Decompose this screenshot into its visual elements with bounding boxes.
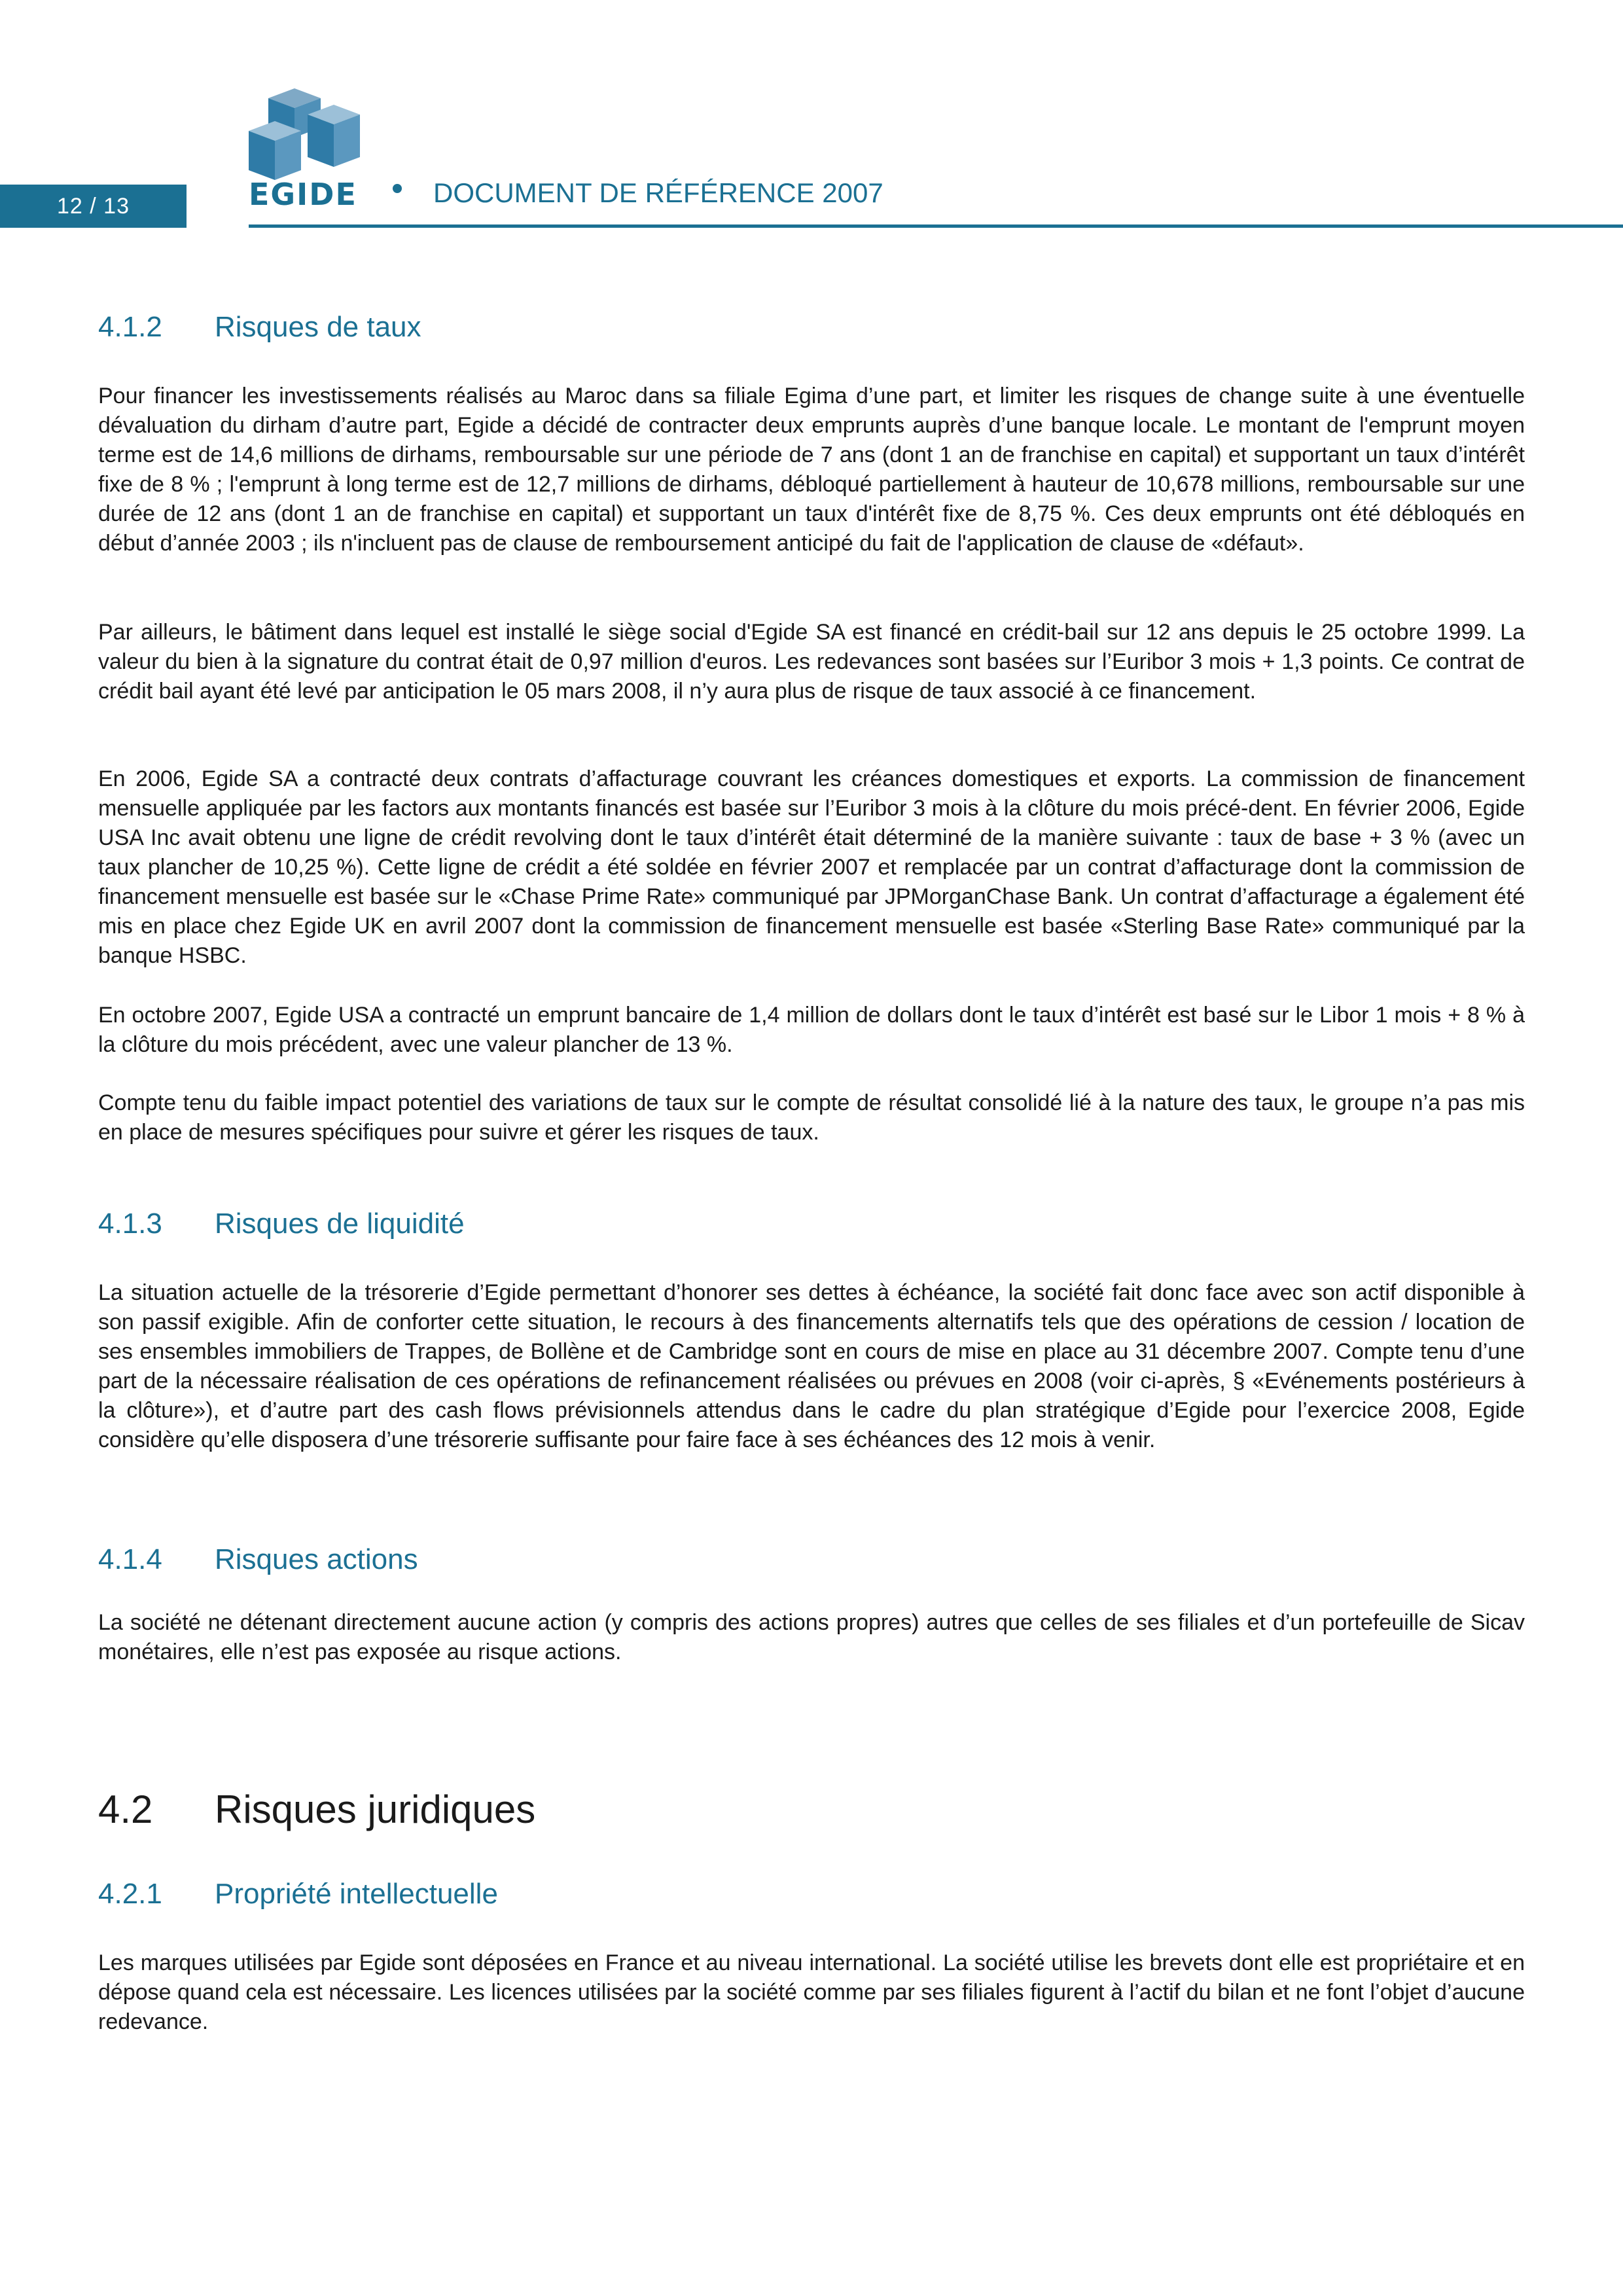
section-number: 4.2.1 (98, 1878, 162, 1910)
logo-wordmark: EGIDE (249, 177, 357, 212)
paragraph: La société ne détenant directement aucune action (y compris des actions propres) autres que celles de ses filiales et d’un portefeuille de Sicav monétaires, elle n’est pas exposée au risque actions. (98, 1610, 1525, 1664)
section-title: Propriété intellectuelle (215, 1878, 498, 1910)
paragraph: En octobre 2007, Egide USA a contracté un emprunt bancaire de 1,4 million de dollars dont le taux d’intérêt est basé sur le Libor 1 mois + 8 % à la clôture du mois précédent, avec une valeur plancher de 13 %. (98, 1003, 1525, 1057)
paragraph: Pour financer les investissements réalisés au Maroc dans sa filiale Egima d’une part, et limiter les risques de change suite à une éventuelle dévaluation du dirham d’autre part, Egide a décidé de contracter deux emprunts auprès d’une banque locale. Le montant de l'emprunt moyen terme est de 14,6 millions de dirhams, remboursable sur une période de 7 ans (dont 1 an de franchise en capital) et supportant un taux d’intérêt fixe de 8 % ; l'emprunt à long terme est de 12,7 millions de dirhams, débloqué partiellement à hauteur de 10,678 millions, remboursable sur une durée de 12 ans (dont 1 an de franchise en capital) et supportant un taux d'intérêt fixe de 8,75 %. Ces deux emprunts ont été débloqués en début d’année 2003 ; ils n'incluent pas de clause de remboursement anticipé du fait de l'application de clause de «défaut». (98, 384, 1525, 556)
page-indicator: 12 / 13 (0, 185, 187, 228)
header-bullet-icon (393, 184, 402, 193)
section-heading-4-2-1 (98, 1878, 498, 1910)
section-heading-4-1-3 (98, 1208, 465, 1240)
section-number: 4.2 (98, 1787, 153, 1831)
section-heading-4-1-2 (98, 311, 421, 344)
header-divider (249, 224, 1623, 228)
section-title: Risques de taux (215, 311, 421, 343)
paragraph: En 2006, Egide SA a contracté deux contrats d’affacturage couvrant les créances domestiques et exports. La commission de financement mensuelle appliquée par les factors aux montants financés est basée sur l’Euribor 3 mois à la clôture du mois précé-dent. En février 2006, Egide USA Inc avait obtenu une ligne de crédit revolving dont le taux d’intérêt était déterminé de la manière suivante : taux de base + 3 % (avec un taux plancher de 10,25 %). Cette ligne de crédit a été soldée en février 2007 et remplacée par un contrat d’affacturage dont la commission de financement mensuelle est basée sur le «Chase Prime Rate» communiqué par JPMorganChase Bank. Un contrat d’affacturage a également été mis en place chez Egide UK en avril 2007 dont la commission de financement mensuelle est basée «Sterling Base Rate» communiqué par la banque HSBC. (98, 766, 1525, 968)
section-heading-4-1-4 (98, 1543, 418, 1576)
document-title: DOCUMENT DE RÉFÉRENCE 2007 (433, 177, 883, 208)
paragraph: La situation actuelle de la trésorerie d’Egide permettant d’honorer ses dettes à échéance, la société fait donc face avec son actif disponible à son passif exigible. Afin de conforter cette situation, le recours à des financements alternatifs tels que des opérations de cession / location de ses ensembles immobiliers de Trappes, de Bollène et de Cambridge sont en cours de mise en place au 31 décembre 2007. Compte tenu d’une part de la nécessaire réalisation de ces opérations de refinancement réalisées ou prévues en 2008 (voir ci-après, § «Evénements postérieurs à la clôture»), et d’autre part des cash flows prévisionnels attendus dans le cadre du plan stratégique d’Egide pour l’exercice 2008, Egide considère qu’elle disposera d’une trésorerie suffisante pour faire face à ses échéances des 12 mois à venir. (98, 1280, 1525, 1452)
paragraph: Les marques utilisées par Egide sont déposées en France et au niveau international. La société utilise les brevets dont elle est propriétaire et en dépose quand cela est nécessaire. Les licences utilisées par la société comme par ses filiales figurent à l’actif du bilan et ne font l’objet d’aucune redevance. (98, 1950, 1525, 2034)
section-number: 4.1.2 (98, 311, 162, 343)
section-heading-4-2 (98, 1787, 535, 1832)
paragraph: Compte tenu du faible impact potentiel des variations de taux sur le compte de résultat consolidé lié à la nature des taux, le groupe n’a pas mis en place de mesures spécifiques pour suivre et gérer les risques de taux. (98, 1090, 1525, 1145)
paragraph: Par ailleurs, le bâtiment dans lequel est installé le siège social d'Egide SA est financé en crédit-bail sur 12 ans depuis le 25 octobre 1999. La valeur du bien à la signature du contrat était de 0,97 million d'euros. Les redevances sont basées sur l’Euribor 3 mois + 1,3 points. Ce contrat de crédit bail ayant été levé par anticipation le 05 mars 2008, il n’y aura plus de risque de taux associé à ce financement. (98, 620, 1525, 704)
section-number: 4.1.4 (98, 1543, 162, 1575)
section-title: Risques de liquidité (215, 1208, 465, 1240)
section-title: Risques actions (215, 1543, 418, 1575)
section-title: Risques juridiques (215, 1787, 536, 1831)
section-number: 4.1.3 (98, 1208, 162, 1240)
